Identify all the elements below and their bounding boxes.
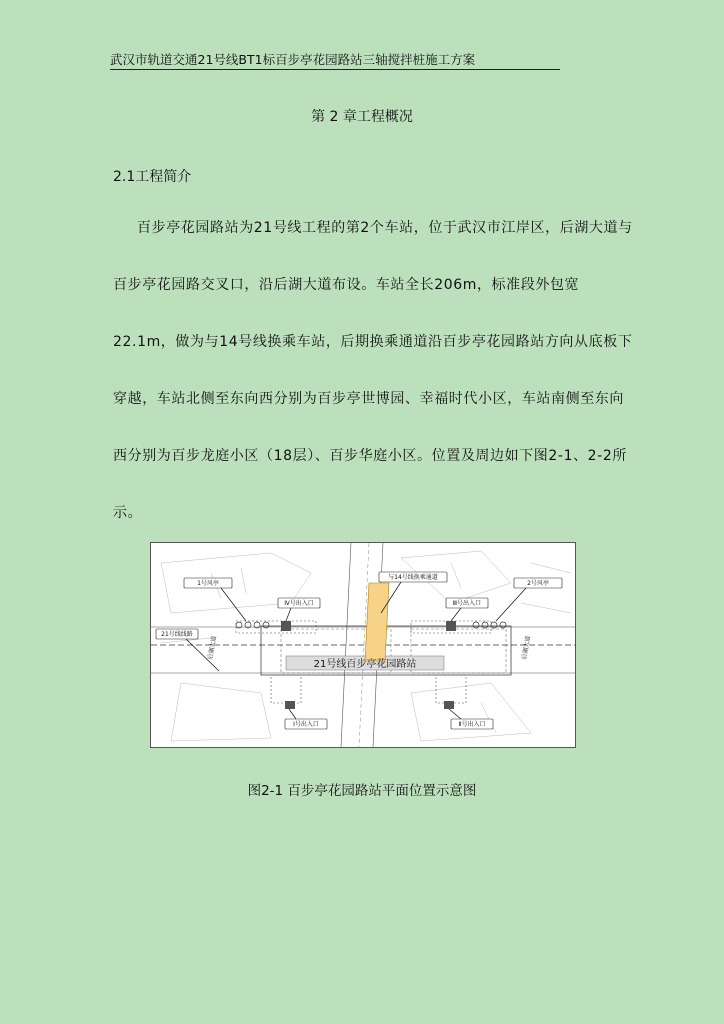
- figure-caption: 图2-1 百步亭花园路站平面位置示意图: [247, 783, 477, 799]
- label-line21: 21号线线路: [161, 631, 193, 638]
- label-fengting2: 2号风亭: [527, 580, 549, 587]
- label-transfer: 与14号线换乘通道: [388, 574, 438, 581]
- label-fengting1: 1号风亭: [197, 580, 219, 587]
- road-name-left: 后湖大道: [206, 635, 219, 661]
- transfer-channel: [365, 583, 389, 661]
- section-title: 2.1工程简介: [113, 169, 192, 185]
- station-name-label: 21号线百步亭花园路站: [313, 659, 417, 670]
- paragraph-line-2: 百步亭花园路交叉口，沿后湖大道布设。车站全长206m，标准段外包宽: [113, 277, 580, 293]
- road-name-right: 后湖大道: [520, 635, 533, 661]
- south-east-structure: [436, 675, 466, 703]
- exit2-stair: [444, 701, 454, 709]
- label-exit2: Ⅱ号出入口: [458, 721, 486, 728]
- paragraph-line-5: 西分别为百步龙庭小区（18层）、百步华庭小区。位置及周边如下图2-1、2-2所: [113, 448, 627, 464]
- label-exit4: Ⅳ号出入口: [284, 600, 314, 607]
- label-exit1: Ⅰ号出入口: [293, 721, 319, 728]
- label-exit3: Ⅲ号出入口: [452, 600, 482, 607]
- exit4-stair: [281, 621, 291, 631]
- document-header: 武汉市轨道交通21号线BT1标百步亭花园路站三轴搅拌桩施工方案: [110, 52, 560, 70]
- paragraph-line-4: 穿越，车站北侧至东向西分别为百步亭世博园、幸福时代小区，车站南侧至东向: [113, 391, 624, 407]
- station-site-plan: [150, 542, 576, 748]
- paragraph-line-6: 示。: [113, 505, 143, 521]
- exit3-stair: [446, 621, 456, 631]
- paragraph-line-3: 22.1m，做为与14号线换乘车站，后期换乘通道沿百步亭花园路站方向从底板下: [113, 334, 633, 350]
- south-west-structure: [271, 675, 301, 703]
- site-plan-drawing: [151, 543, 575, 747]
- chapter-title: 第 2 章工程概况: [311, 109, 413, 125]
- paragraph-line-1: 百步亭花园路站为21号线工程的第2个车站，位于武汉市江岸区，后湖大道与: [137, 220, 633, 236]
- exit1-stair: [285, 701, 295, 709]
